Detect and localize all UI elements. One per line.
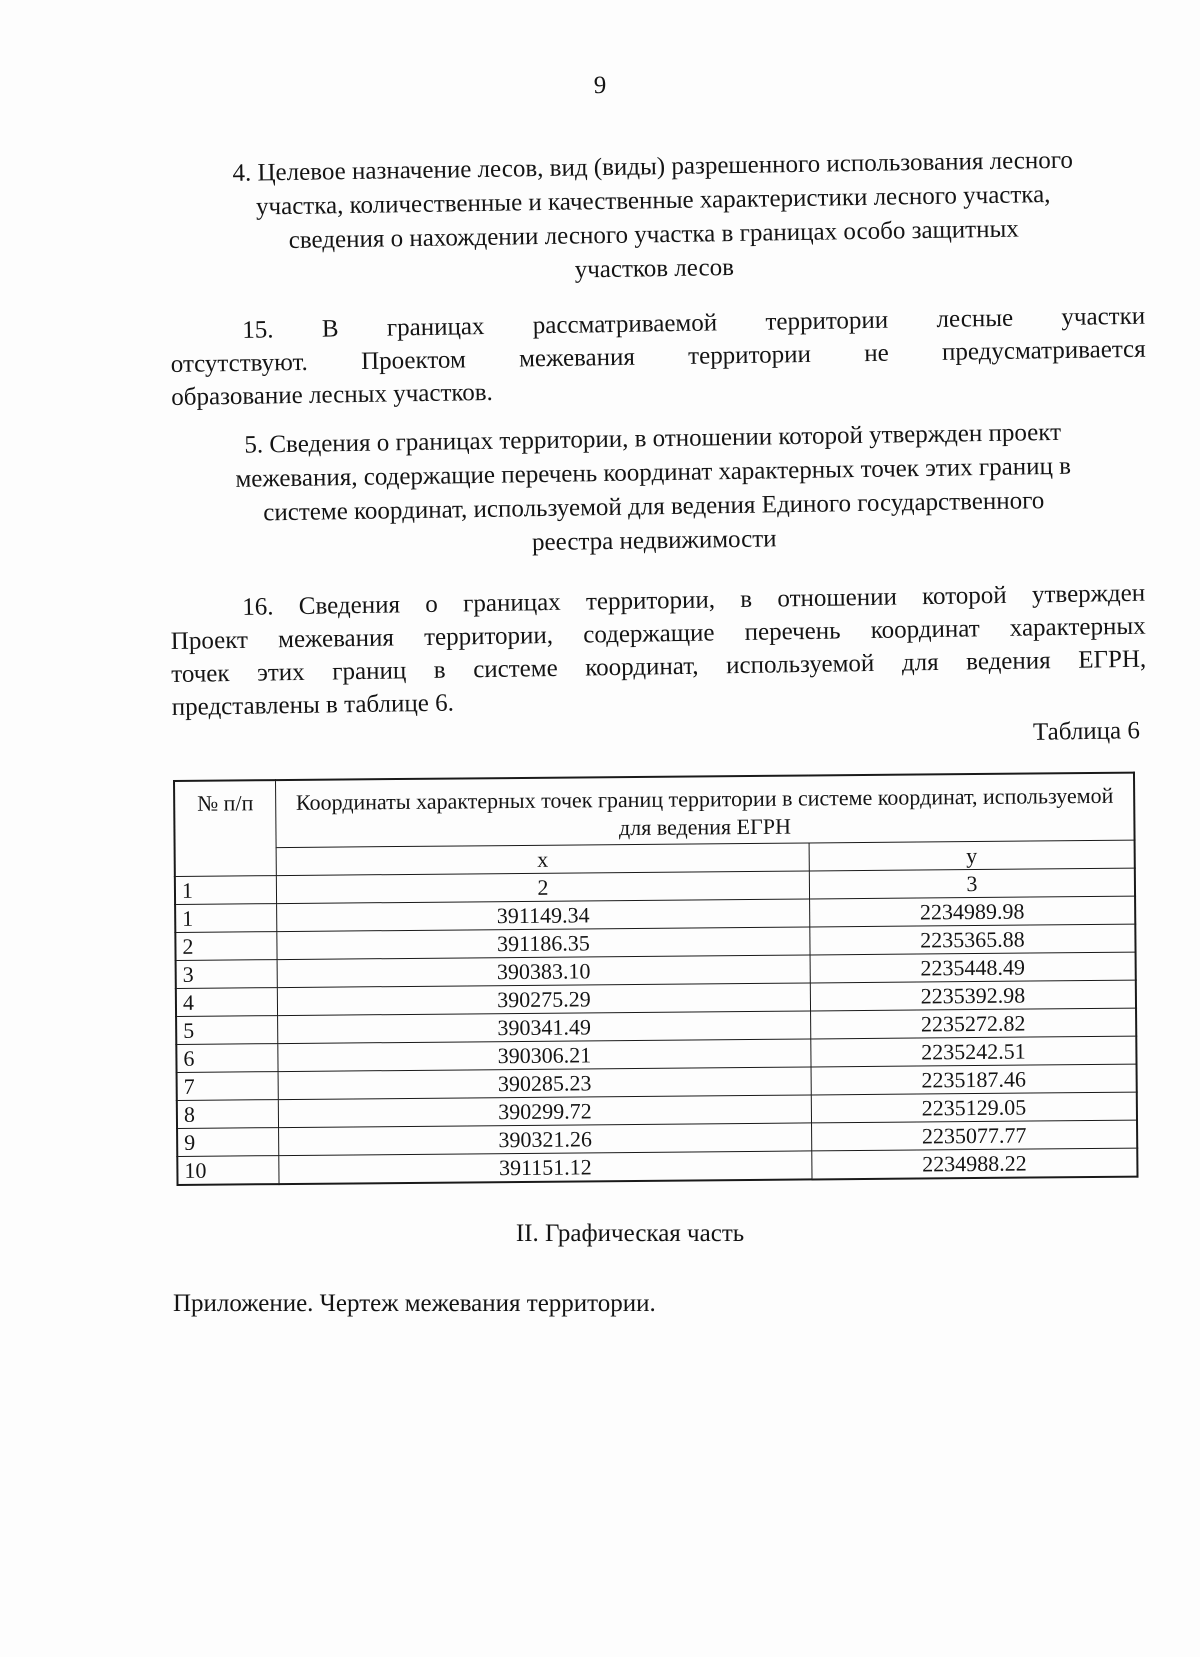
- heading-line: межевания, содержащие перечень координат характерных точек этих границ в: [235, 452, 1072, 493]
- y-coordinate-cell: 2235272.82: [811, 1008, 1137, 1039]
- point-number-cell: 5: [176, 1016, 278, 1045]
- section-4-heading: [160, 143, 1147, 294]
- paragraph-line: 15. В границах рассматриваемой территории лесные участки: [242, 302, 1146, 344]
- point-number-cell: 6: [176, 1044, 278, 1073]
- y-coordinate-cell: 2235077.77: [812, 1120, 1138, 1151]
- section-5-heading: [160, 415, 1147, 566]
- y-coordinate-cell: 2234989.98: [810, 896, 1136, 927]
- table-header-row: [174, 773, 1135, 849]
- point-number-cell: 7: [177, 1072, 279, 1101]
- x-column-header: х: [276, 843, 809, 876]
- heading-line: участка, количественные и качественные характеристики лесного участка,: [255, 181, 1051, 221]
- point-number-cell: 10: [177, 1156, 279, 1185]
- y-coordinate-cell: 2235392.98: [810, 980, 1136, 1011]
- paragraph-16: [170, 577, 1147, 724]
- y-coordinate-cell: 2235365.88: [810, 924, 1136, 955]
- coordinates-column-header: Координаты характерных точек границ территории в системе координат, используемой для ведения ЕГРН: [276, 773, 1135, 848]
- heading-line: 5. Сведения о границах территории, в отношении которой утвержден проект: [244, 418, 1062, 459]
- paragraph-line: представлены в таблице 6.: [171, 689, 455, 721]
- coordinates-table-container: [173, 772, 1139, 1186]
- paragraph-line: отсутствуют. Проектом межевания территории не предусматривается: [170, 335, 1146, 378]
- x-coordinate-cell: 391149.34: [277, 899, 810, 932]
- paragraph-line: 16. Сведения о границах территории, в отношении которой утвержден: [242, 579, 1146, 621]
- page-number: 9: [593, 72, 607, 99]
- x-coordinate-cell: 391186.35: [277, 927, 810, 960]
- point-number-cell: 9: [177, 1128, 279, 1157]
- point-number-cell: 1: [175, 904, 277, 933]
- x-coordinate-cell: 390341.49: [278, 1011, 811, 1044]
- paragraph-15: [170, 300, 1146, 414]
- point-number-cell: 2: [175, 932, 277, 961]
- y-coordinate-cell: 2235448.49: [810, 952, 1136, 983]
- graphic-section-title: II. Графическая часть: [515, 1220, 745, 1247]
- heading-line: 4. Целевое назначение лесов, вид (виды) разрешенного использования лесного: [232, 146, 1074, 187]
- appendix-text: Приложение. Чертеж межевания территории.: [173, 1290, 656, 1317]
- column-number: 2: [276, 871, 809, 904]
- x-coordinate-cell: 390383.10: [277, 955, 810, 988]
- column-number: 1: [175, 876, 277, 905]
- heading-line: участков лесов: [574, 254, 735, 284]
- y-coordinate-cell: 2235187.46: [811, 1064, 1137, 1095]
- point-number-cell: 3: [176, 960, 278, 989]
- x-coordinate-cell: 391151.12: [279, 1151, 812, 1184]
- number-column-header: № п/п: [174, 780, 276, 876]
- x-coordinate-cell: 390321.26: [279, 1123, 812, 1156]
- paragraph-line: точек этих границ в системе координат, используемой для ведения ЕГРН,: [171, 645, 1147, 688]
- paragraph-line: Проект межевания территории, содержащие перечень координат характерных: [170, 612, 1146, 655]
- coordinates-table: [173, 772, 1139, 1186]
- x-coordinate-cell: 390275.29: [277, 983, 810, 1016]
- x-coordinate-cell: 390306.21: [278, 1039, 811, 1072]
- y-coordinate-cell: 2234988.22: [812, 1148, 1138, 1179]
- x-coordinate-cell: 390285.23: [278, 1067, 811, 1100]
- column-number: 3: [809, 868, 1135, 899]
- y-column-header: у: [809, 840, 1135, 871]
- x-coordinate-cell: 390299.72: [278, 1095, 811, 1128]
- heading-line: реестра недвижимости: [531, 525, 777, 557]
- table-caption: Таблица 6: [1032, 717, 1141, 746]
- y-coordinate-cell: 2235129.05: [811, 1092, 1137, 1123]
- heading-line: системе координат, используемой для ведения Единого государственного: [263, 487, 1045, 527]
- point-number-cell: 4: [176, 988, 278, 1017]
- paragraph-line: образование лесных участков.: [171, 378, 494, 411]
- heading-line: сведения о нахождении лесного участка в границах особо защитных: [288, 215, 1019, 254]
- y-coordinate-cell: 2235242.51: [811, 1036, 1137, 1067]
- point-number-cell: 8: [177, 1100, 279, 1129]
